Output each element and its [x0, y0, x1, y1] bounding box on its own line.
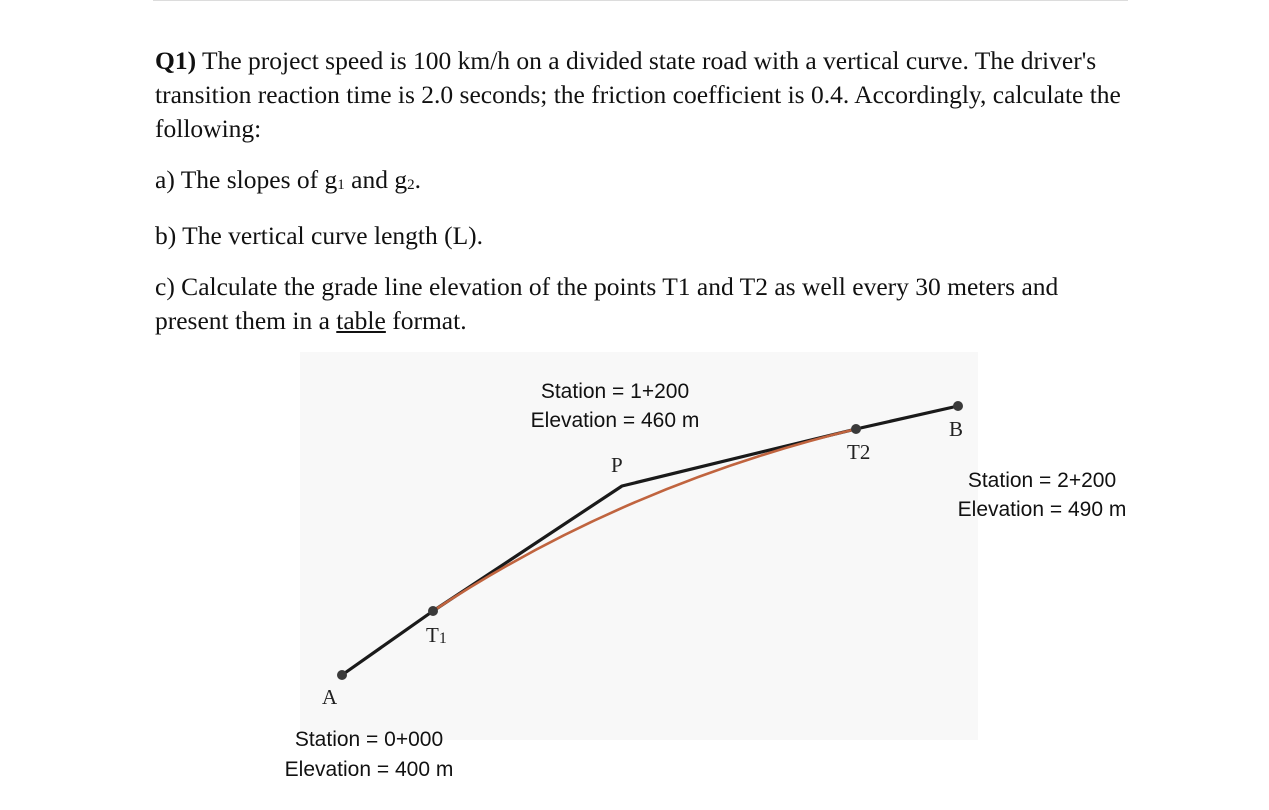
- label-a: A: [322, 685, 338, 709]
- point-t1: [428, 606, 438, 616]
- station-a: Station = 0+000: [294, 728, 444, 751]
- item-b: b) The vertical curve length (L).: [155, 221, 484, 250]
- item-a-suffix: .: [414, 165, 421, 194]
- question-number: Q1): [155, 46, 197, 75]
- label-p: P: [611, 453, 623, 477]
- label-t2: T2: [847, 440, 871, 464]
- item-a-sub2: 2: [407, 177, 415, 193]
- item-c-text: c) Calculate the grade line elevation of the points T1 and T2 as well every 30 meters and present them in a: [155, 272, 1059, 335]
- label-b: B: [949, 417, 964, 441]
- point-a: [337, 670, 347, 680]
- label-t1: T1: [426, 623, 447, 647]
- item-a-mid: and g: [344, 165, 408, 194]
- question-text: The project speed is 100 km/h on a divided state road with a vertical curve. The driver's transition reaction time is 2.0 seconds; the friction coefficient is 0.4. Accordingly, calculate the following:: [155, 46, 1121, 143]
- item-a-prefix: a) The slopes of g: [155, 165, 338, 194]
- item-c-underlined: table: [336, 306, 386, 335]
- elevation-a: Elevation = 400 m: [284, 758, 454, 781]
- point-t2: [851, 424, 861, 434]
- elevation-b: Elevation = 490 m: [957, 498, 1127, 521]
- elevation-p: Elevation = 460 m: [530, 409, 700, 432]
- station-b: Station = 2+200: [967, 469, 1117, 492]
- item-a-sub1: 1: [337, 177, 345, 193]
- point-b: [953, 401, 963, 411]
- station-p: Station = 1+200: [540, 380, 690, 403]
- item-c-text-after: format.: [385, 306, 467, 335]
